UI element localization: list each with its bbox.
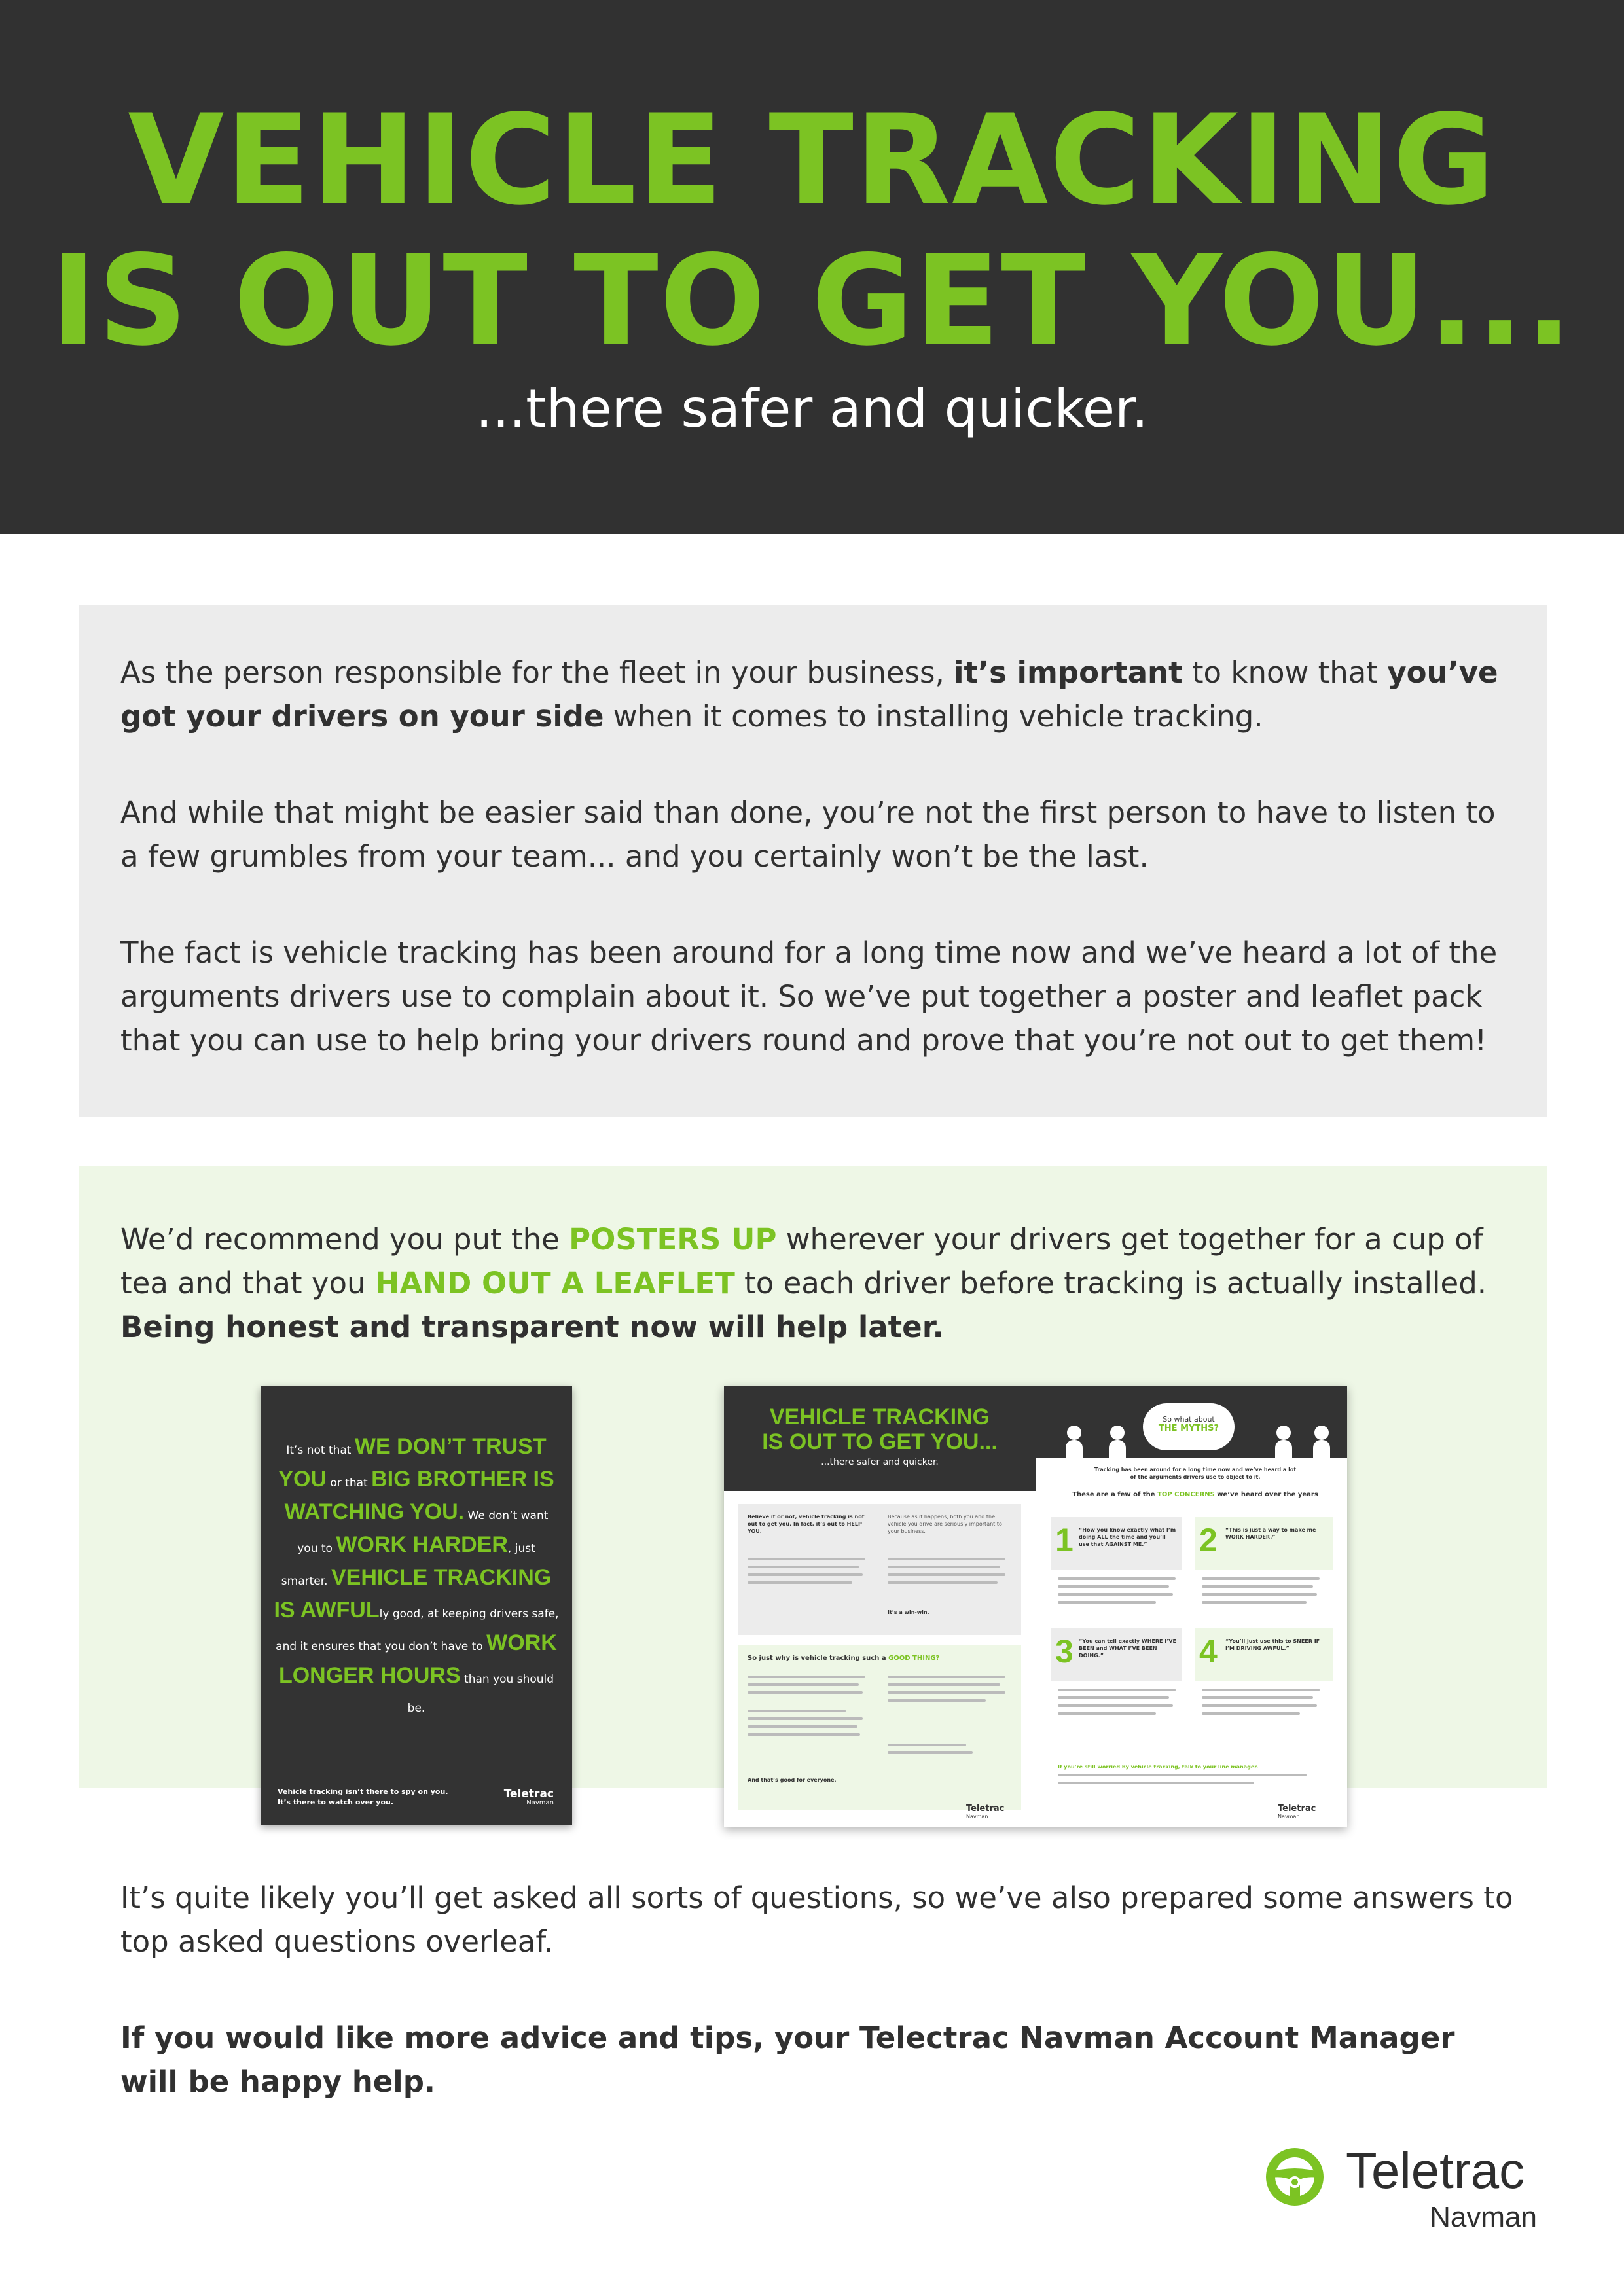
text-line <box>748 1717 863 1720</box>
text-line <box>1202 1689 1320 1691</box>
text-line <box>748 1710 846 1712</box>
text-line <box>888 1691 1005 1694</box>
leaflet-logo-right: Teletrac Navman <box>1278 1804 1316 1820</box>
text-line <box>1058 1696 1169 1699</box>
poster-thumbnail <box>261 1386 572 1825</box>
text-line <box>1202 1593 1317 1596</box>
intro-paragraph-1: As the person responsible for the fleet in your business, it’s important to know that you’ve got your drivers on your side when it comes to installing vehicle tracking. <box>120 655 1498 734</box>
text-line <box>1058 1577 1176 1580</box>
page-title-line2: IS OUT TO GET YOU... <box>50 228 1574 373</box>
leaflet-subtitle: ...there safer and quicker. <box>821 1457 939 1467</box>
poster-text: It’s not that WE DON’T TRUST YOU or that BIG BROTHER IS WATCHING YOU. We don’t want you to WORK HARDER, just smarter. VEHICLE TRACKING IS AWFULly good, at keeping drivers safe, and it ensures that you don’t have to WORK LONGER HOURS than you should be. <box>274 1434 559 1715</box>
logo-name: Teletrac <box>1346 2142 1525 2199</box>
text-line <box>748 1558 865 1560</box>
text-line <box>748 1725 857 1728</box>
top-concerns-heading: These are a few of the TOP CONCERNS we’ve heard over the years <box>1072 1491 1318 1498</box>
person-figure-icon <box>1275 1426 1292 1458</box>
text-line <box>888 1558 1005 1560</box>
text-line <box>1058 1689 1176 1691</box>
questions-paragraph: It’s quite likely you’ll get asked all sorts of questions, so we’ve also prepared some answers to top asked questions overleaf. <box>120 1880 1513 1959</box>
teletrac-steering-wheel-icon <box>1262 2144 1327 2210</box>
good-thing-heading: So just why is vehicle tracking such a GOOD THING? <box>748 1655 940 1662</box>
text-line <box>1058 1774 1307 1776</box>
page-title-line1: VEHICLE TRACKING <box>128 88 1496 232</box>
text-line <box>748 1566 859 1568</box>
leaflet-title: VEHICLE TRACKING IS OUT TO GET YOU... <box>762 1405 998 1454</box>
teletrac-navman-logo <box>1262 2140 1537 2232</box>
page-subtitle: ...there safer and quicker. <box>475 378 1149 439</box>
logo-sub: Navman <box>1430 2201 1537 2233</box>
text-line <box>888 1566 1000 1568</box>
text-line <box>748 1676 865 1678</box>
text-line <box>1058 1585 1169 1588</box>
text-line <box>888 1573 1005 1576</box>
poster-logo: Teletrac Navman <box>503 1787 554 1806</box>
intro-box <box>79 605 1547 1117</box>
text-line <box>1202 1696 1313 1699</box>
text-line <box>748 1573 863 1576</box>
text-line <box>748 1691 863 1694</box>
leaflet-logo-left: Teletrac Navman <box>966 1804 1005 1820</box>
leaflet-intro-right: Tracking has been around for a long time now and we’ve heard a lot of the arguments drivers use to object to it. <box>1094 1467 1297 1480</box>
text-line <box>888 1676 1005 1678</box>
text-line <box>1202 1577 1320 1580</box>
posters-up-highlight: POSTERS UP <box>569 1222 777 1257</box>
text-line <box>888 1744 966 1746</box>
text-line <box>888 1581 998 1584</box>
text-line <box>748 1683 859 1686</box>
intro-paragraph-2: And while that might be easier said than done, you’re not the first person to have to listen to a few grumbles from your team... and you certainly won’t be the last. <box>120 795 1496 874</box>
person-figure-icon <box>1109 1426 1126 1458</box>
text-line <box>1058 1704 1173 1707</box>
advice-paragraph: If you would like more advice and tips, your Telectrac Navman Account Manager will be happy help. <box>120 2020 1455 2099</box>
text-line <box>1202 1585 1313 1588</box>
poster-footer: Vehicle tracking isn’t there to spy on you. It’s there to watch over you. <box>278 1787 448 1806</box>
text-line <box>748 1733 860 1736</box>
leaflet-header <box>724 1386 1036 1491</box>
text-line <box>888 1699 986 1702</box>
text-line <box>888 1683 1000 1686</box>
person-figure-icon <box>1313 1426 1330 1458</box>
text-line <box>1058 1782 1254 1784</box>
text-line <box>1202 1704 1317 1707</box>
thought-cloud: So what about THE MYTHS? <box>1143 1403 1235 1450</box>
person-figure-icon <box>1066 1426 1083 1458</box>
text-line <box>888 1751 973 1754</box>
text-line <box>1202 1712 1300 1715</box>
text-line <box>1058 1593 1173 1596</box>
good-thing-box <box>738 1645 1021 1810</box>
intro-paragraph-3: The fact is vehicle tracking has been around for a long time now and we’ve heard a lot of the arguments drivers use to complain about it. So we’ve put together a poster and leaflet pack that you can use to help bring your drivers round and prove that you’re not out to get them! <box>120 935 1498 1058</box>
recommendation-paragraph: We’d recommend you put the POSTERS UP wherever your drivers get together for a cup of tea and that you HAND OUT A LEAFLET to each driver before tracking is actually installed. Being honest and transparent now will help later. <box>120 1222 1487 1344</box>
leaflet-thumbnail: VEHICLE TRACKING IS OUT TO GET YOU... ...there safer and quicker. So what about THE MYTHS? Tracking has been around for a long time now and we’ve heard a lot of the arguments drivers use to object to it. These are a few of the TOP CONCERNS we’ve heard over the years Believe it or not, vehicle tracking is not out to get you. In fact, it’s out to HELP YOU. Because as it happens, both you and the vehicle you drive are seriously important to your business. It’s a win-win. So just why is vehicle tracking such a GOOD THING? And that’s good for everyone. Teletrac Navman 1 “How you know exactly what I’m doing ALL the time and you’ll use that AGAINST ME.” 2 “This is just a way to make me WORK HARDER.” 3 “You can tell exactly WHERE I’VE BEEN and WHAT I’VE BEEN DOING.” 4 “You’ll just use this to SNEER IF I’M DRIVING AWFUL.” If you’re still worried by vehicle tracking, talk to your line manager. Teletrac Navman <box>724 1386 1347 1827</box>
text-line <box>748 1581 852 1584</box>
hand-out-leaflet-highlight: HAND OUT A LEAFLET <box>374 1266 735 1300</box>
header-banner <box>0 0 1624 534</box>
text-line <box>1058 1712 1156 1715</box>
text-line <box>1202 1601 1307 1604</box>
text-line <box>1058 1601 1156 1604</box>
